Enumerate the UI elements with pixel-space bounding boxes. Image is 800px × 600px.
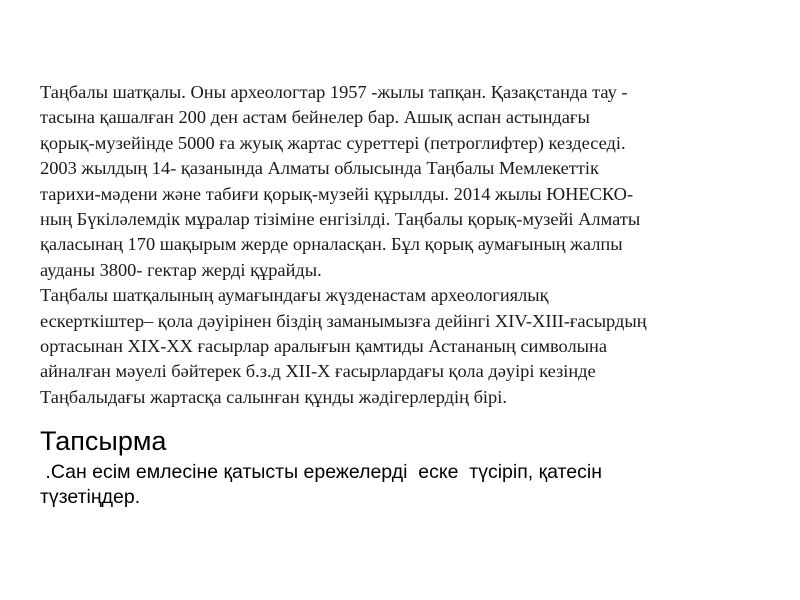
paragraph-line: ның Бүкіләлемдік мұралар тізіміне енгізілді. Таңбалы қорық-музейі Алматы (40, 209, 641, 230)
task-heading: Тапсырма (40, 426, 167, 456)
paragraph-line: Таңбалыдағы жартасқа салынған құнды жәдігерлердің бірі. (40, 386, 507, 407)
paragraph-line: қорық-музейінде 5000 ға жуық жартас суреттері (петроглифтер) кездеседі. (40, 132, 626, 153)
paragraph-line: ескерткіштер– қола дәуірінен біздің заманымызға дейінгі XIV-XIII-ғасырдың (40, 310, 647, 331)
paragraph-line: Таңбалы шатқалы. Оны археологтар 1957 -жылы тапқан. Қазақстанда тау - (40, 82, 628, 102)
paragraph-line: қаласынаң 170 шақырым жерде орналасқан. Бұл қорық аумағының жалпы (40, 234, 623, 255)
paragraph-line: 2003 жылдың 14- қазанында Алматы облысында Таңбалы Мемлекеттік (40, 158, 599, 179)
paragraph-line: тарихи-мәдени және табиғи қорық-музейі құрылды. 2014 жылы ЮНЕСКО- (40, 183, 634, 204)
paragraph-line: Таңбалы шатқалының аумағындағы жүзденастам археологиялық (40, 285, 549, 306)
paragraph-line: ауданы 3800- гектар жерді құрайды. (40, 259, 322, 280)
paragraph-line: тасына қашалған 200 ден астам бейнелер бар. Ашық аспан астындағы (40, 107, 590, 128)
paragraph-line: айналған мәуелі бәйтерек б.з.д XII-X ғасырлардағы қола дәуірі кезінде (40, 361, 596, 382)
task-section (40, 424, 770, 510)
body-paragraph (40, 80, 770, 410)
paragraph-line: ортасынан XIX-XX ғасырлар аралығын қамтиды Астананың символына (40, 336, 608, 357)
task-line: түзетіңдер. (40, 486, 141, 508)
task-line: .Сан есім емлесіне қатысты ережелерді еске түсіріп, қатесін (40, 461, 602, 483)
task-instruction (40, 460, 770, 510)
